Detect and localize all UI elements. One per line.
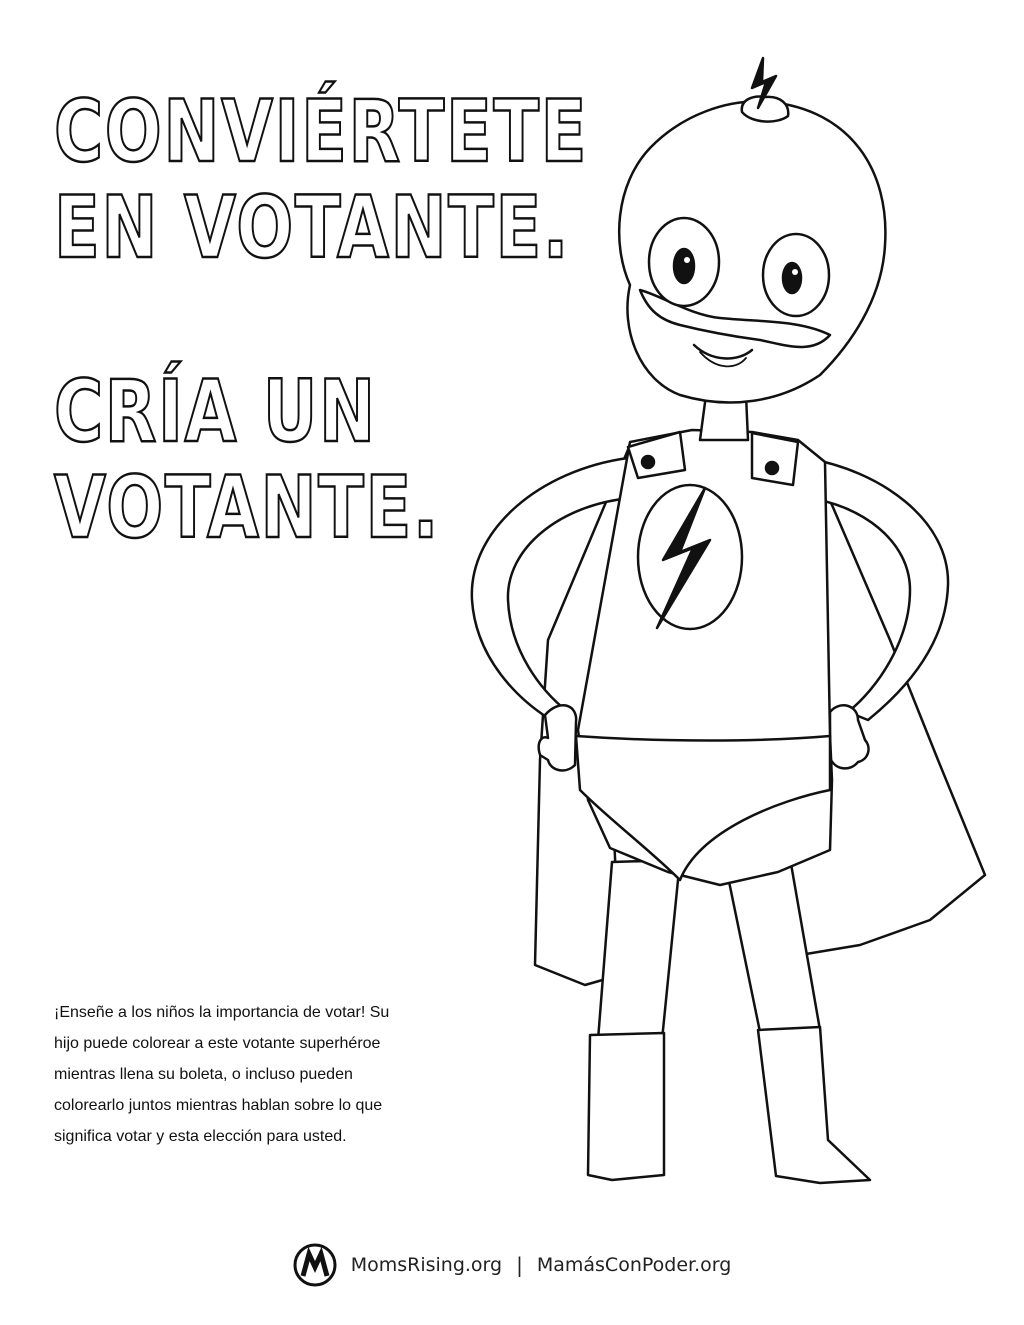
headline-line-4: VOTANTE. xyxy=(54,458,440,558)
lightning-bolt-icon xyxy=(638,485,742,629)
footer xyxy=(0,1240,1024,1290)
momsrising-m-logo-icon xyxy=(293,1243,337,1287)
headline-raise-voter xyxy=(54,364,440,556)
headline-line-3: CRÍA UN xyxy=(54,362,377,462)
boots xyxy=(588,1027,870,1183)
footer-link-momsrising[interactable]: MomsRising.org xyxy=(350,1254,503,1276)
description-text: ¡Enseñe a los niños la importancia de votar! Su hijo puede colorear a este votante superhéroe mientras llena su boleta, o incluso pueden colorearlo juntos mientras hablan sobre lo que significa votar y esta elección para usted. xyxy=(54,1004,390,1145)
hair-tuft-bolt-icon xyxy=(742,58,788,122)
headline-line-2: EN VOTANTE. xyxy=(54,178,570,278)
footer-separator: | xyxy=(516,1253,523,1277)
footer-link-mamasconpoder[interactable]: MamásConPoder.org xyxy=(536,1254,732,1276)
superhero-coloring-illustration xyxy=(460,50,1000,1200)
head xyxy=(619,101,885,402)
headline-line-1: CONVIÉRTETE xyxy=(54,82,589,182)
legs xyxy=(598,858,820,1040)
